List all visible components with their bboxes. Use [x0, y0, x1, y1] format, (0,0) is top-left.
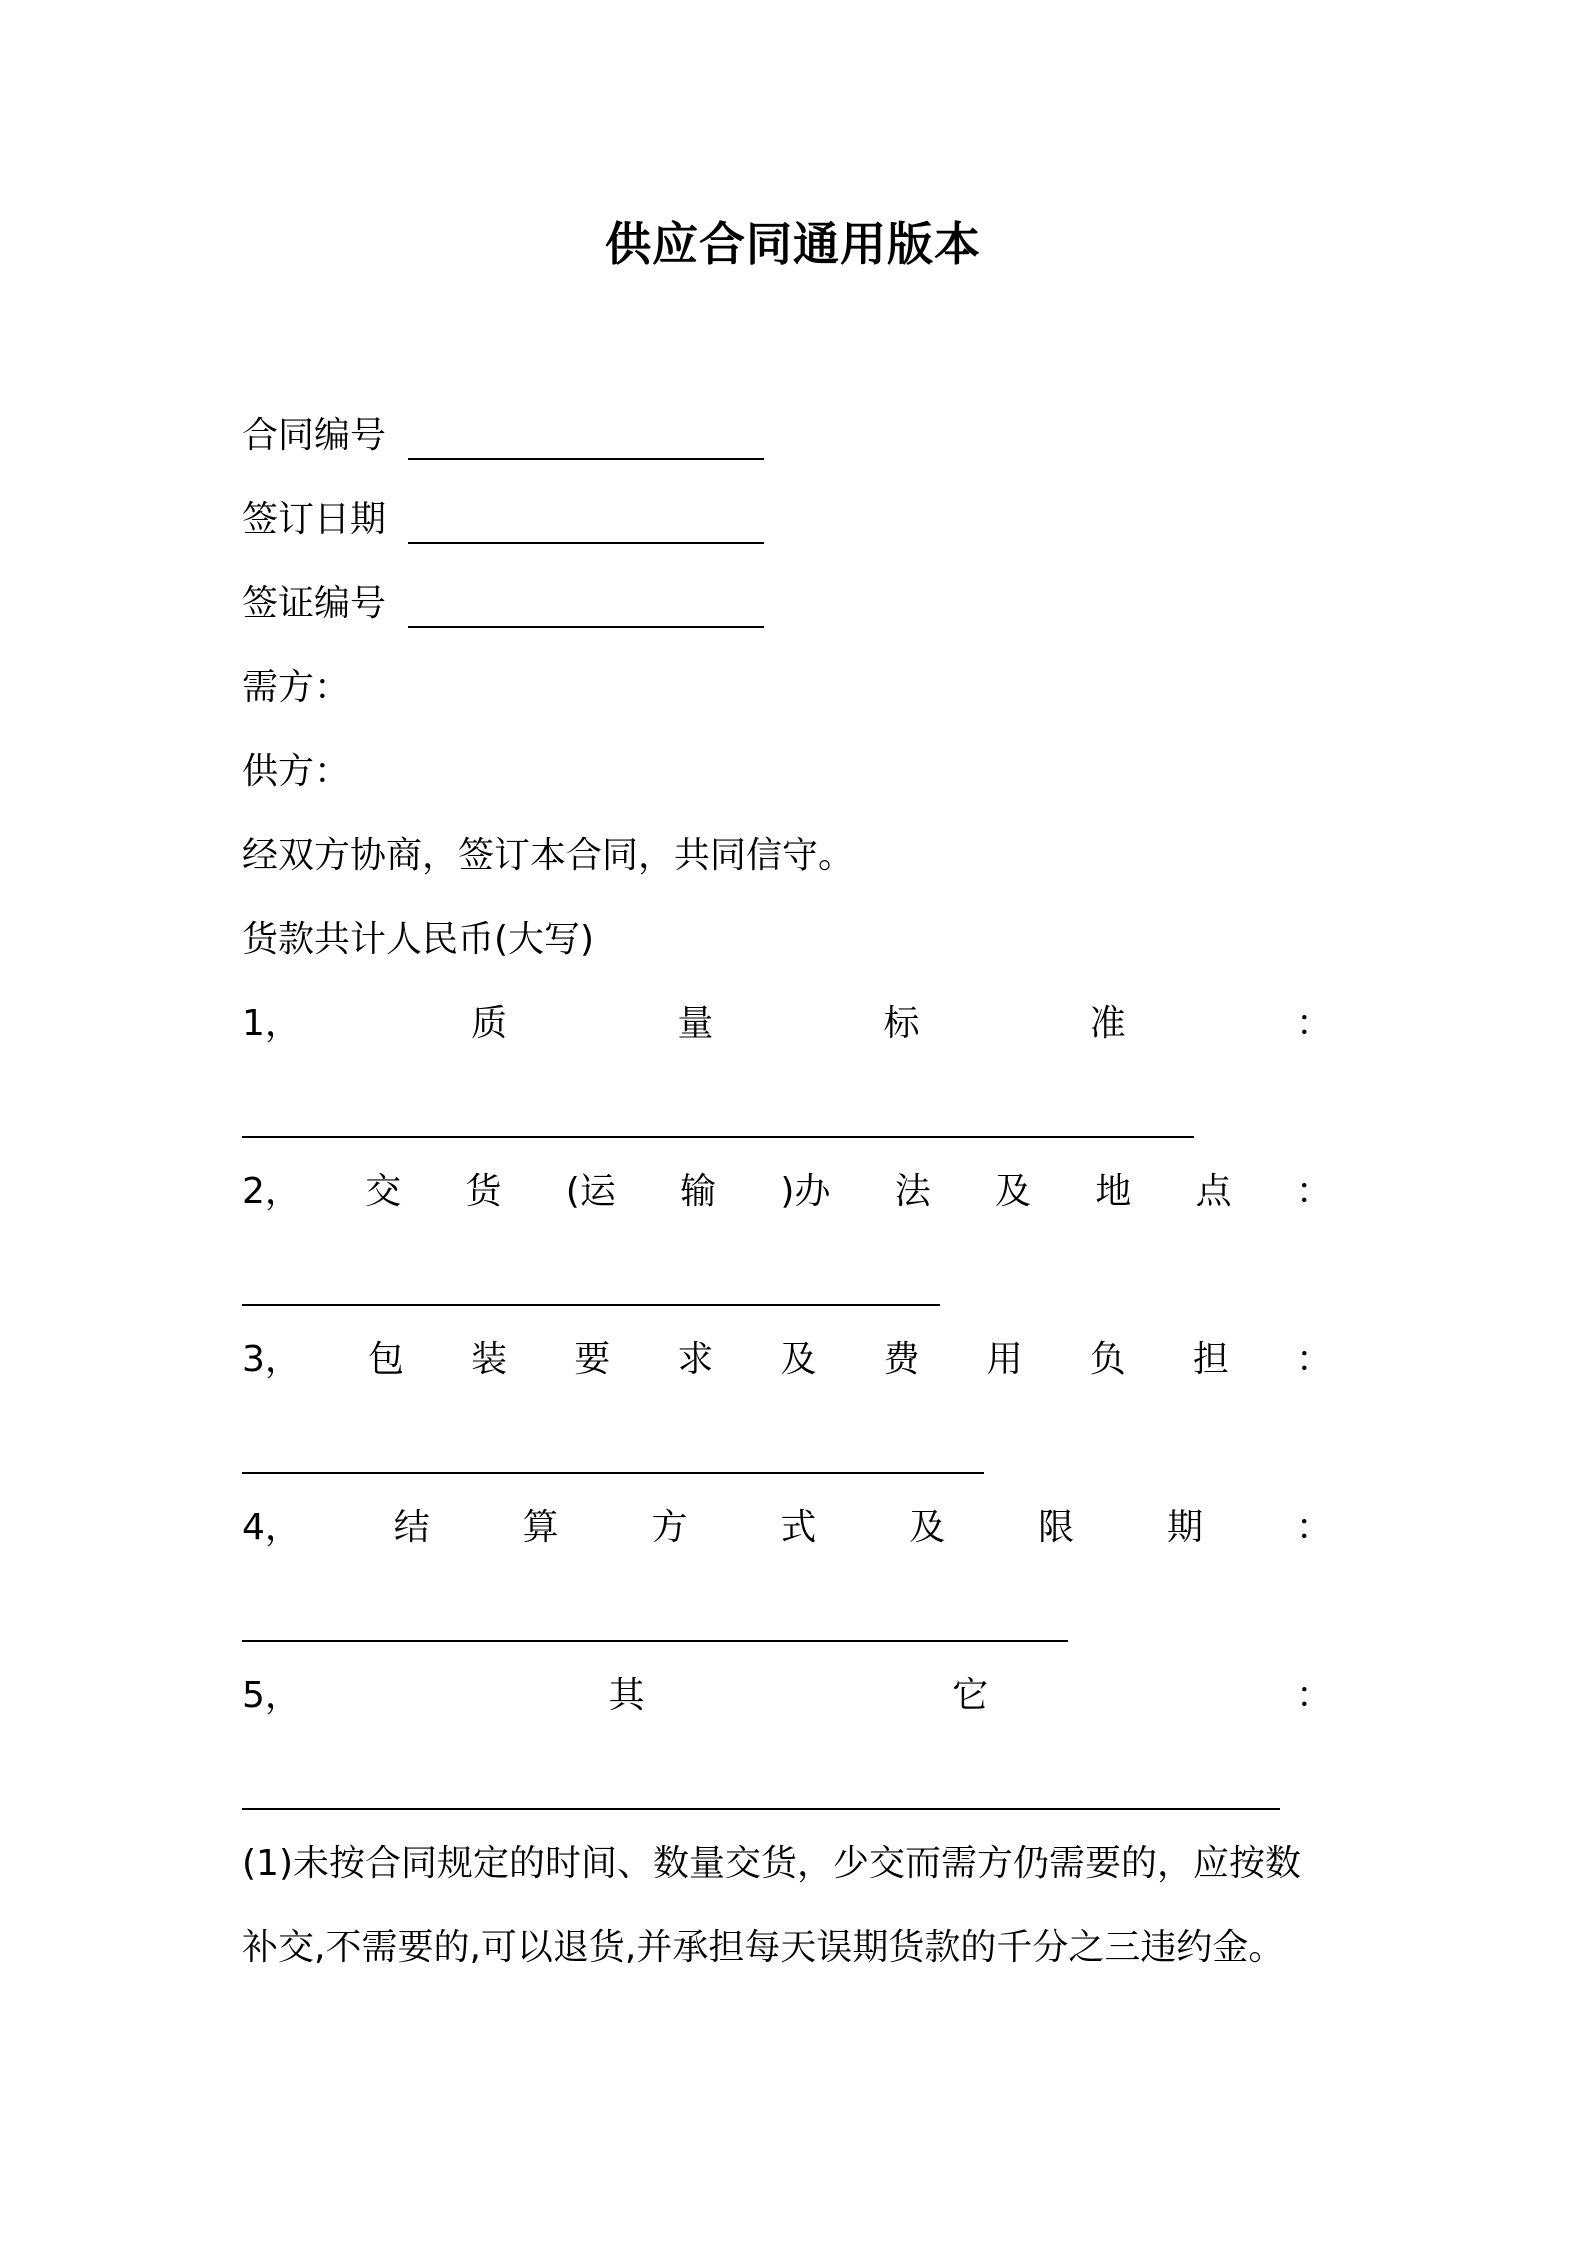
clause-colon: ： — [1295, 1339, 1332, 1380]
clause-char: 方 — [651, 1507, 688, 1548]
signing-date-blank — [408, 502, 764, 544]
contract-number-field — [242, 412, 764, 460]
visa-number-field — [242, 580, 764, 628]
clause-char: 要 — [574, 1339, 611, 1380]
clause-char: 量 — [677, 1003, 714, 1044]
payment-line: 货款共计人民币(大写) — [242, 919, 595, 960]
clause-char: 结 — [393, 1507, 430, 1548]
clause-char: 交 — [365, 1171, 402, 1212]
clause-char: 用 — [986, 1339, 1023, 1380]
clause-char: 期 — [1167, 1507, 1204, 1548]
clause-char: 费 — [883, 1339, 920, 1380]
clause-1-heading — [242, 1000, 1332, 1048]
clause-char: 限 — [1038, 1507, 1075, 1548]
visa-number-blank — [408, 586, 764, 628]
contract-number-blank — [408, 418, 764, 460]
clause-colon: ： — [1295, 1675, 1332, 1716]
clause-colon: ： — [1295, 1507, 1332, 1548]
clause-char: 及 — [995, 1171, 1032, 1212]
clause-char: 负 — [1089, 1339, 1126, 1380]
clause-char: 式 — [780, 1507, 817, 1548]
clause-number: 4， — [242, 1507, 301, 1548]
clause-4-heading — [242, 1504, 1332, 1552]
clause-char: 及 — [780, 1339, 817, 1380]
clause-5-heading — [242, 1672, 1332, 1720]
clause-3-fill-line — [242, 1472, 984, 1474]
clause-char: 地 — [1095, 1171, 1132, 1212]
signing-date-label: 签订日期 — [242, 499, 387, 540]
signing-date-field — [242, 496, 764, 544]
clause-number: 2， — [242, 1171, 301, 1212]
clause-char: 担 — [1192, 1339, 1229, 1380]
clause-4-fill-line — [242, 1640, 1068, 1642]
demand-party-label: 需方： — [242, 667, 351, 708]
clause-char: 算 — [522, 1507, 559, 1548]
clause-2-heading — [242, 1168, 1332, 1216]
clause-colon: ： — [1295, 1171, 1332, 1212]
clause-number: 1， — [242, 1003, 301, 1044]
clause-char: 装 — [471, 1339, 508, 1380]
clause-char: )办 — [780, 1171, 831, 1212]
clause-char: 货 — [465, 1171, 502, 1212]
clause-char: 点 — [1195, 1171, 1232, 1212]
clause-char: 法 — [894, 1171, 931, 1212]
visa-number-label: 签证编号 — [242, 583, 387, 624]
clause-colon: ： — [1295, 1003, 1332, 1044]
supply-party-label: 供方： — [242, 751, 351, 792]
clause-char: 质 — [471, 1003, 508, 1044]
paragraph-line-1: (1)未按合同规定的时间、数量交货，少交而需方仍需要的，应按数 — [242, 1843, 1301, 1884]
contract-number-label: 合同编号 — [242, 415, 387, 456]
clause-1-fill-line — [242, 1136, 1194, 1138]
clause-number: 3， — [242, 1339, 301, 1380]
paragraph-line-2: 补交,不需要的,可以退货,并承担每天误期货款的千分之三违约金。 — [242, 1927, 1285, 1968]
clause-char: 其 — [608, 1675, 645, 1716]
document-title: 供应合同通用版本 — [605, 217, 981, 271]
clause-char: 及 — [909, 1507, 946, 1548]
clause-number: 5， — [242, 1675, 301, 1716]
clause-char: 它 — [952, 1675, 989, 1716]
clause-char: 输 — [680, 1171, 717, 1212]
clause-2-fill-line — [242, 1304, 940, 1306]
intro-line: 经双方协商，签订本合同，共同信守。 — [242, 835, 855, 876]
clause-char: 标 — [883, 1003, 920, 1044]
clause-char: 准 — [1089, 1003, 1126, 1044]
clause-3-heading — [242, 1336, 1332, 1384]
clause-char: (运 — [565, 1171, 616, 1212]
clause-5-fill-line — [242, 1808, 1280, 1810]
clause-char: 求 — [677, 1339, 714, 1380]
clause-char: 包 — [368, 1339, 405, 1380]
